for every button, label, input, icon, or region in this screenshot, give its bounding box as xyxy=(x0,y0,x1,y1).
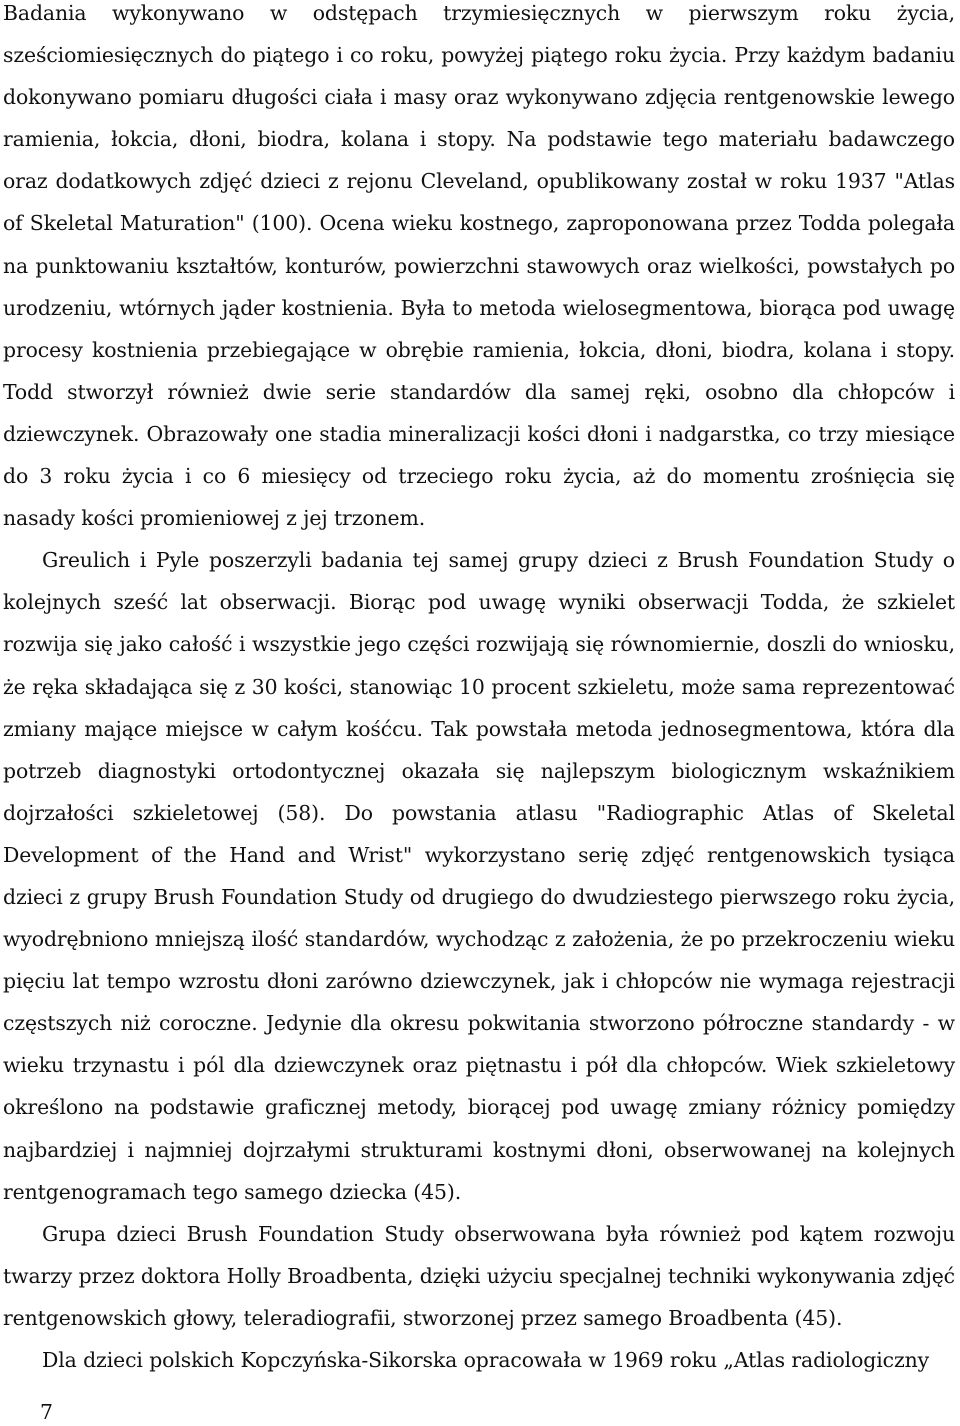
document-body xyxy=(3,0,955,1381)
paragraph-broadbent: Grupa dzieci Brush Foundation Study obserwowana była również pod kątem rozwoju twarzy przez doktora Holly Broadbenta, dzięki użyciu specjalnej techniki wykonywania zdjęć rentgenowskich głowy, teleradiografii, stworzonej przez samego Broadbenta (45). xyxy=(3,1221,955,1330)
paragraph-greulich-pyle: Greulich i Pyle poszerzyli badania tej samej grupy dzieci z Brush Foundation Study o kolejnych sześć lat obserwacji. Biorąc pod uwagę wyniki obserwacji Todda, że szkielet rozwija się jako całość i wszystkie jego części rozwijają się równomiernie, doszli do wniosku, że ręka składająca się z 30 kości, stanowiąc 10 procent szkieletu, może sama reprezentować zmiany mające miejsce w całym kośćcu. Tak powstała metoda jednosegmentowa, która dla potrzeb diagnostyki ortodontycznej okazała się najlepszym biologicznym wskaźnikiem dojrzałości szkieletowej (58). Do powstania atlasu "Radiographic Atlas of Skeletal Development of the Hand and Wrist" wykorzystano serię zdjęć rentgenowskich tysiąca dzieci z grupy Brush Foundation Study od drugiego do dwudziestego pierwszego roku życia, wyodrębniono mniejszą ilość standardów, wychodząc z założenia, że po przekroczeniu wieku pięciu lat tempo wzrostu dłoni zarówno dziewczynek, jak i chłopców nie wymaga rejestracji częstszych niż coroczne. Jedynie dla okresu pokwitania stworzono półroczne standardy - w wieku trzynastu i pól dla dziewczynek oraz piętnastu i pół dla chłopców. Wiek szkieletowy określono na podstawie graficznej metody, biorącej pod uwagę zmiany różnicy pomiędzy najbardziej i najmniej dojrzałymi strukturami kostnymi dłoni, obserwowanej na kolejnych rentgenogramach tego samego dziecka (45). xyxy=(3,548,955,1204)
paragraph-kopczynska-sikorska: Dla dzieci polskich Kopczyńska-Sikorska opracowała w 1969 roku „Atlas radiologiczny xyxy=(42,1348,930,1372)
paragraph-todd-method: Badania wykonywano w odstępach trzymiesięcznych w pierwszym roku życia, sześciomiesięcznych do piątego i co roku, powyżej piątego roku życia. Przy każdym badaniu dokonywano pomiaru długości ciała i masy oraz wykonywano zdjęcia rentgenowskie lewego ramienia, łokcia, dłoni, biodra, kolana i stopy. Na podstawie tego materiału badawczego oraz dodatkowych zdjęć dzieci z rejonu Cleveland, opublikowany został w roku 1937 "Atlas of Skeletal Maturation" (100). Ocena wieku kostnego, zaproponowana przez Todda polegała na punktowaniu kształtów, konturów, powierzchni stawowych oraz wielkości, powstałych po urodzeniu, wtórnych jąder kostnienia. Była to metoda wielosegmentowa, biorąca pod uwagę procesy kostnienia przebiegające w obrębie ramienia, łokcia, dłoni, biodra, kolana i stopy. Todd stworzył również dwie serie standardów dla samej ręki, osobno dla chłopców i dziewczynek. Obrazowały one stadia mineralizacji kości dłoni i nadgarstka, co trzy miesiące do 3 roku życia i co 6 miesięcy od trzeciego roku życia, aż do momentu zrośnięcia się nasady kości promieniowej z jej trzonem. xyxy=(3,1,955,531)
page-number: 7 xyxy=(40,1400,53,1424)
